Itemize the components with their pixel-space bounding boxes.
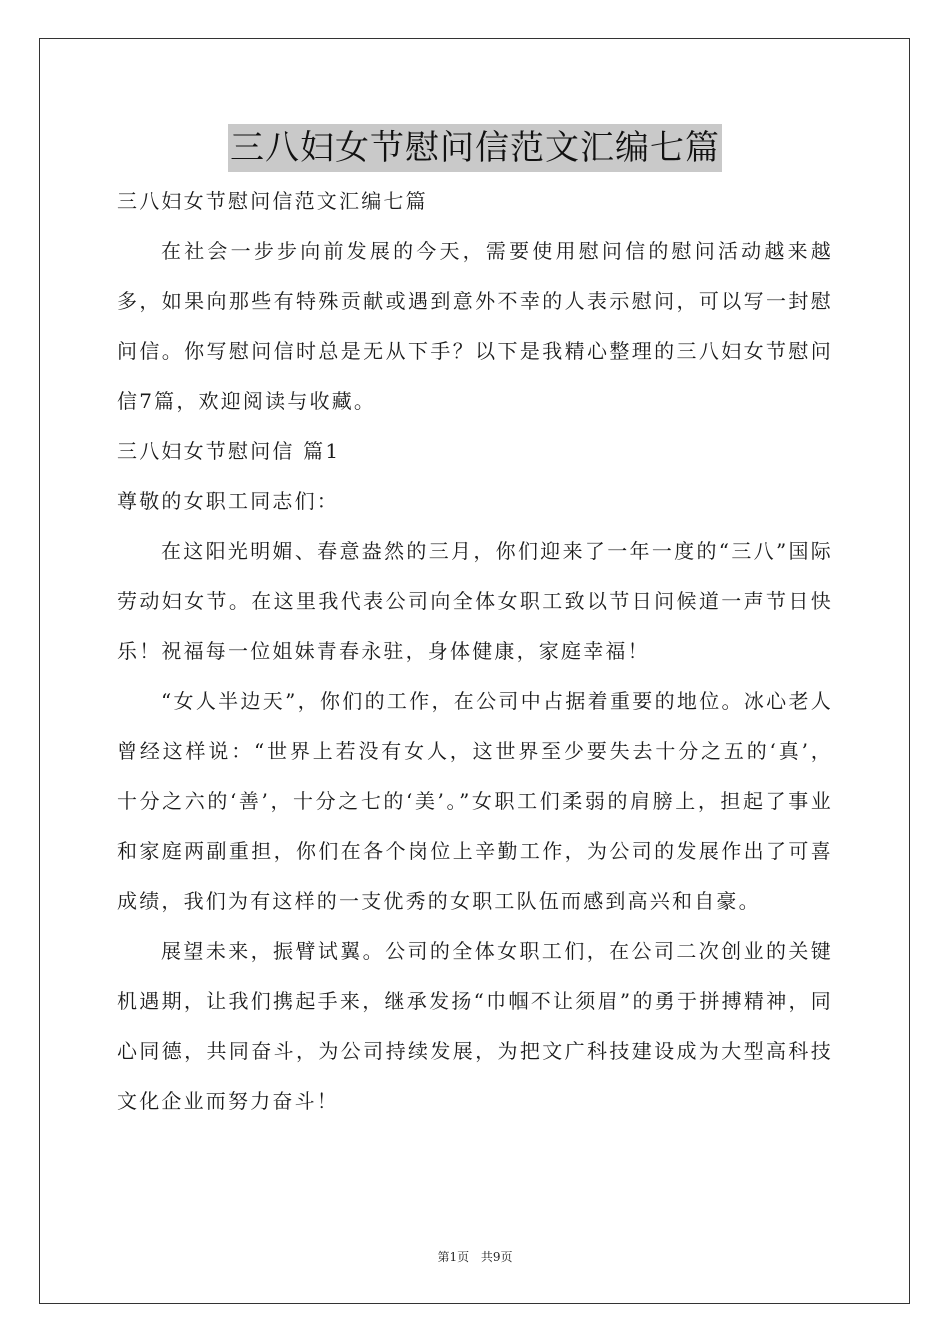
paragraph-subtitle: 三八妇女节慰问信范文汇编七篇 — [117, 189, 428, 213]
document-title: 三八妇女节慰问信范文汇编七篇 — [228, 124, 722, 172]
page-number-total: 共9页 — [480, 1250, 513, 1264]
paragraph-intro: 在社会一步步向前发展的今天，需要使用慰问信的慰问活动越来越多，如果向那些有特殊贡献或遇到意外不幸的人表示慰问，可以写一封慰问信。你写慰问信时总是无从下手？以下是我精心整理的三八妇女节慰问信7篇，欢迎阅读与收藏。 — [117, 239, 833, 413]
document-body — [117, 176, 833, 1126]
page-footer — [0, 1248, 950, 1266]
paragraph-body: 在这阳光明媚、春意盎然的三月，你们迎来了一年一度的“三八”国际劳动妇女节。在这里我代表公司向全体女职工致以节日问候道一声节日快乐！祝福每一位姐妹青春永驻，身体健康，家庭幸福！ — [117, 539, 833, 663]
title-container — [0, 124, 950, 172]
paragraph-body: 展望未来，振臂试翼。公司的全体女职工们，在公司二次创业的关键机遇期，让我们携起手来，继承发扬“巾帼不让须眉”的勇于拼搏精神，同心同德，共同奋斗，为公司持续发展，为把文广科技建设成为大型高科技文化企业而努力奋斗！ — [117, 939, 833, 1113]
section-heading: 三八妇女节慰问信 篇1 — [117, 439, 341, 463]
salutation: 尊敬的女职工同志们： — [117, 489, 339, 513]
paragraph-body: “女人半边天”，你们的工作，在公司中占据着重要的地位。冰心老人曾经这样说：“世界上若没有女人，这世界至少要失去十分之五的‘真’，十分之六的‘善’，十分之七的‘美’。”女职工们柔弱的肩膀上，担起了事业和家庭两副重担，你们在各个岗位上辛勤工作，为公司的发展作出了可喜成绩，我们为有这样的一支优秀的女职工队伍而感到高兴和自豪。 — [117, 689, 833, 913]
page-number-current: 第1页 — [437, 1250, 470, 1264]
